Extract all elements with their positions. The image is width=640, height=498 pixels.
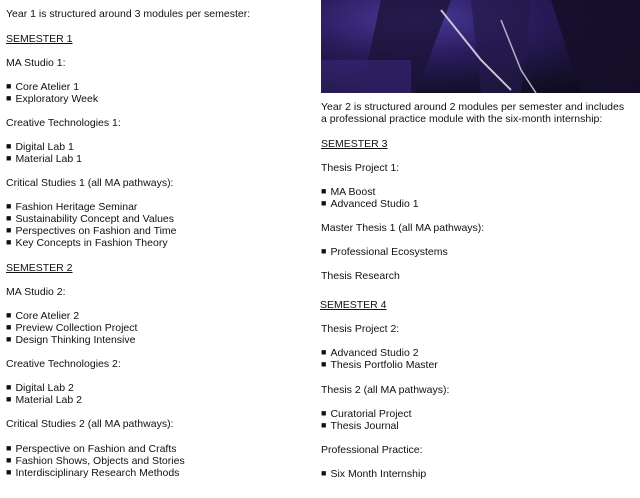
semester-3-heading: SEMESTER 3 — [321, 138, 388, 150]
year-1-intro: Year 1 is structured around 3 modules per semester: — [6, 8, 251, 20]
list-item: ■ Interdisciplinary Research Methods — [6, 467, 179, 479]
list-item: ■ Digital Lab 1 — [6, 141, 74, 153]
fashion-photo-art — [321, 0, 640, 93]
creative-tech-2-title: Creative Technologies 2: — [6, 358, 121, 370]
critical-studies-1-title: Critical Studies 1 (all MA pathways): — [6, 177, 174, 189]
list-item: ■ Fashion Shows, Objects and Stories — [6, 455, 185, 467]
list-item: ■ Fashion Heritage Seminar — [6, 201, 137, 213]
list-item: ■ Material Lab 2 — [6, 394, 82, 406]
list-item: ■ Six Month Internship — [321, 468, 426, 480]
list-item: ■ Thesis Journal — [321, 420, 399, 432]
list-item: ■ Advanced Studio 2 — [321, 347, 419, 359]
semester-2-heading: SEMESTER 2 — [6, 262, 73, 274]
list-item: ■ Digital Lab 2 — [6, 382, 74, 394]
list-item: ■ Perspectives on Fashion and Time — [6, 225, 177, 237]
list-item: ■ Perspective on Fashion and Crafts — [6, 443, 177, 455]
semester-1-heading: SEMESTER 1 — [6, 33, 73, 45]
list-item: ■ Key Concepts in Fashion Theory — [6, 237, 168, 249]
list-item: ■ Exploratory Week — [6, 93, 98, 105]
list-item: ■ Thesis Portfolio Master — [321, 359, 438, 371]
list-item: ■ Preview Collection Project — [6, 322, 137, 334]
list-item: ■ Core Atelier 1 — [6, 81, 79, 93]
list-item: ■ Material Lab 1 — [6, 153, 82, 165]
fashion-photo — [321, 0, 640, 93]
list-item: ■ MA Boost — [321, 186, 375, 198]
ma-studio-1-title: MA Studio 1: — [6, 57, 66, 69]
critical-studies-2-title: Critical Studies 2 (all MA pathways): — [6, 418, 174, 430]
list-item: ■ Advanced Studio 1 — [321, 198, 419, 210]
ma-studio-2-title: MA Studio 2: — [6, 286, 66, 298]
thesis-2-title: Thesis 2 (all MA pathways): — [321, 384, 450, 396]
list-item: ■ Sustainability Concept and Values — [6, 213, 174, 225]
professional-practice-title: Professional Practice: — [321, 444, 423, 456]
thesis-research-title: Thesis Research — [321, 270, 400, 282]
list-item: ■ Professional Ecosystems — [321, 246, 448, 258]
list-item: ■ Curatorial Project — [321, 408, 412, 420]
thesis-project-2-title: Thesis Project 2: — [321, 323, 400, 335]
semester-4-heading: SEMESTER 4 — [320, 299, 387, 311]
creative-tech-1-title: Creative Technologies 1: — [6, 117, 121, 129]
year-2-intro: Year 2 is structured around 2 modules per semester and includes a professional practice module with the six-month internship: — [321, 101, 625, 125]
list-item: ■ Core Atelier 2 — [6, 310, 79, 322]
master-thesis-1-title: Master Thesis 1 (all MA pathways): — [321, 222, 485, 234]
list-item: ■ Design Thinking Intensive — [6, 334, 135, 346]
thesis-project-1-title: Thesis Project 1: — [321, 162, 400, 174]
